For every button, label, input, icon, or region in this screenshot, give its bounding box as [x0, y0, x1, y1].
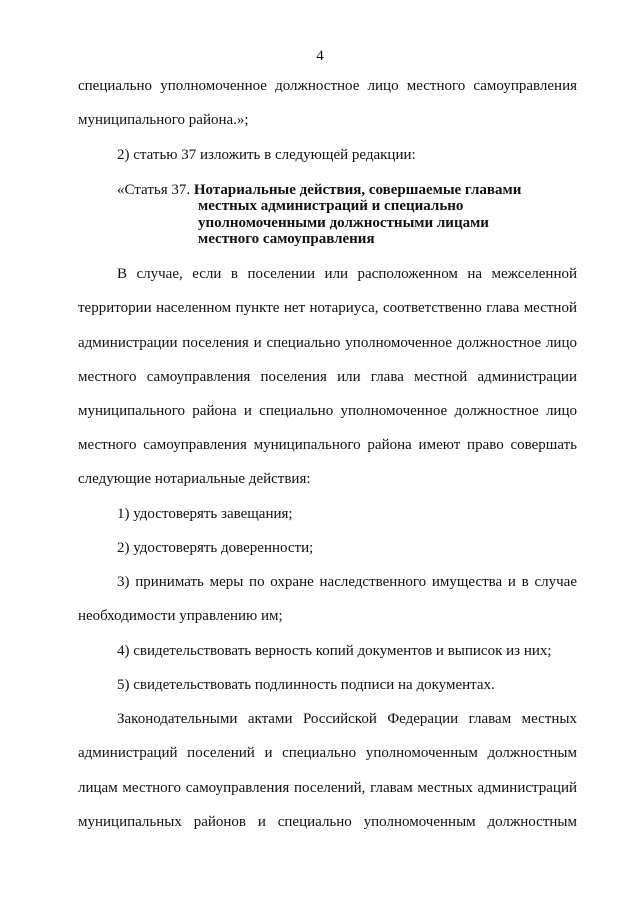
paragraph-line: следующие нотариальные действия: [78, 471, 311, 487]
list-item: 4) свидетельствовать верность копий документов и выписок из них; [117, 643, 552, 659]
article-title-line: местного самоуправления [198, 231, 375, 247]
paragraph-line: Законодательными актами Российской Федерации главам местных [117, 711, 577, 727]
list-item: 3) принимать меры по охране наследственного имущества и в случае [117, 574, 577, 590]
page-number: 4 [316, 48, 324, 64]
paragraph-line: администрации поселения и специально уполномоченное должностное лицо [78, 335, 577, 351]
article-number: «Статья 37. [117, 182, 194, 198]
paragraph-line: В случае, если в поселении или расположенном на межселенной [117, 266, 577, 282]
text-line: специально уполномоченное должностное лицо местного самоуправления [78, 78, 577, 94]
paragraph-line: местного самоуправления поселения или глава местной администрации [78, 369, 577, 385]
paragraph-line: территории населенном пункте нет нотариуса, соответственно глава местной [78, 300, 577, 316]
article-title-line: уполномоченными должностными лицами [198, 215, 489, 231]
amendment-instruction: 2) статью 37 изложить в следующей редакции: [117, 147, 416, 163]
article-title-line: местных администраций и специально [198, 198, 464, 214]
list-item: 1) удостоверять завещания; [117, 506, 293, 522]
paragraph-line: местного самоуправления муниципального района имеют право совершать [78, 437, 577, 453]
list-item-continuation: необходимости управлению им; [78, 608, 283, 624]
paragraph-line: муниципальных районов и специально уполномоченным должностным [78, 814, 577, 830]
article-title-line: Нотариальные действия, совершаемые главами [193, 182, 522, 198]
list-item: 2) удостоверять доверенности; [117, 540, 314, 556]
text-line: муниципального района.»; [78, 112, 249, 128]
list-item: 5) свидетельствовать подлинность подписи на документах. [117, 677, 495, 693]
paragraph-line: администраций поселений и специально уполномоченным должностным [78, 745, 577, 761]
paragraph-line: муниципального района и специально уполномоченное должностное лицо [78, 403, 577, 419]
paragraph-line: лицам местного самоуправления поселений, главам местных администраций [78, 780, 577, 796]
